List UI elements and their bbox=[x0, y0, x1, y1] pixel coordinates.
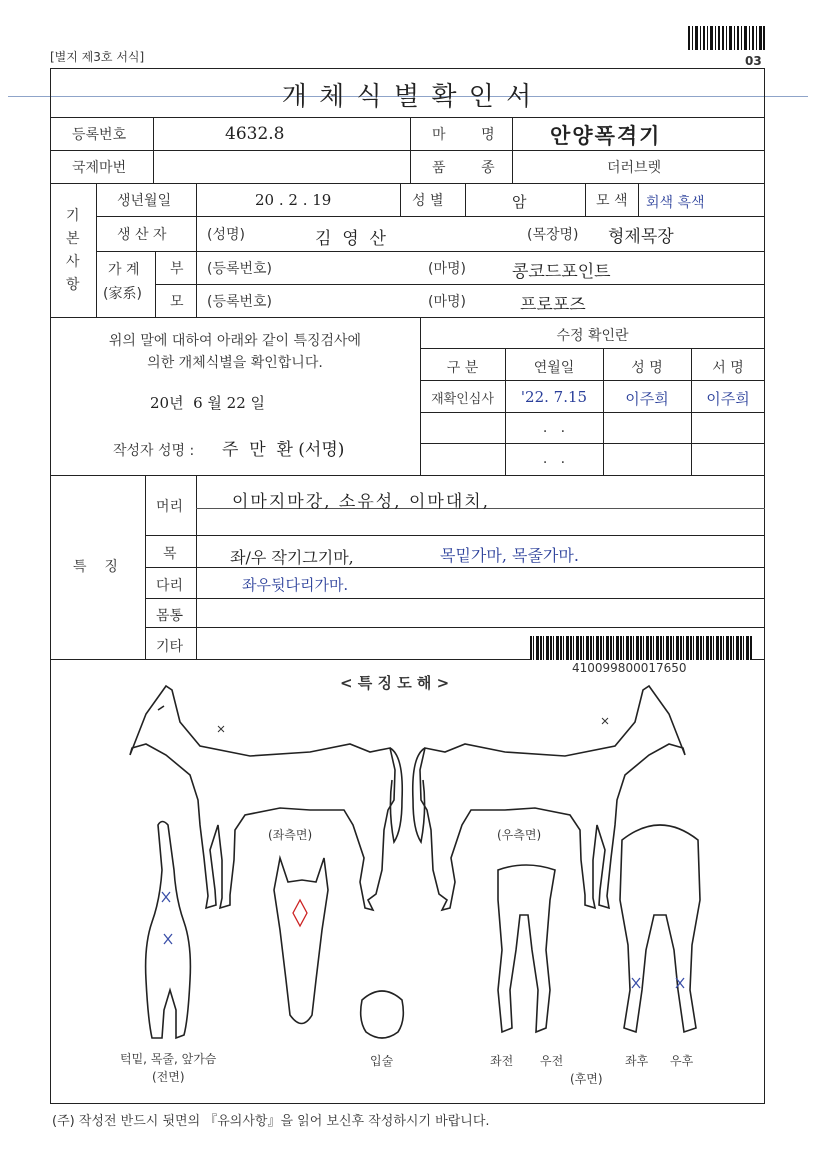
horse-left-side-figure bbox=[130, 686, 402, 910]
color-label: 모 색 bbox=[596, 193, 628, 209]
dam-reg-label: (등록번호) bbox=[207, 294, 273, 310]
left-hind-label: 좌후 bbox=[625, 1054, 649, 1068]
revision-header-type: 구 분 bbox=[446, 360, 479, 376]
confirm-line-2: 의한 개체식별을 확인합니다. bbox=[147, 355, 323, 371]
registration-label: 등록번호 bbox=[72, 127, 127, 143]
confirm-line-1: 위의 말에 대하여 아래와 같이 특징검사에 bbox=[108, 333, 362, 349]
muzzle-label: 입술 bbox=[370, 1054, 394, 1068]
basic-section-char-3: 사 bbox=[66, 254, 80, 270]
sex-label: 성 별 bbox=[412, 193, 444, 209]
pedigree-label-hanja: (家系) bbox=[103, 286, 142, 302]
sire-label: 부 bbox=[170, 261, 184, 277]
writer-label: 작성자 성명 : bbox=[113, 443, 195, 459]
body-label: 몸통 bbox=[156, 608, 184, 624]
ranch-name: 형제목장 bbox=[608, 227, 674, 247]
producer-name-label: (성명) bbox=[207, 227, 245, 243]
right-side-label: (우측면) bbox=[497, 828, 542, 842]
horse-forelegs-figure bbox=[498, 865, 555, 1032]
horse-name-value: 안양폭격기 bbox=[550, 123, 662, 148]
dam-name-label: (마명) bbox=[428, 294, 466, 310]
footnote: (주) 작성전 반드시 뒷면의 『유의사항』을 읽어 보신후 작성하시기 바랍니다. bbox=[52, 1114, 490, 1129]
sire-name: 콩코드포인트 bbox=[512, 262, 611, 282]
middle-barcode bbox=[530, 636, 752, 660]
etc-label: 기타 bbox=[156, 639, 184, 655]
revision-row-1-sign: 이주희 bbox=[706, 390, 750, 408]
head-value: 이마지마강, 소유성, 이마대치, bbox=[232, 492, 491, 512]
neck-label: 목 bbox=[163, 546, 177, 562]
page-code: 03 bbox=[745, 54, 762, 68]
left-side-label: (좌측면) bbox=[268, 828, 313, 842]
horse-hind-view-figure bbox=[620, 825, 700, 1032]
horse-diagram bbox=[50, 660, 765, 1100]
revision-header-name: 성 명 bbox=[631, 360, 663, 376]
revision-row-1-name: 이주희 bbox=[625, 390, 669, 408]
top-barcode bbox=[688, 26, 765, 50]
international-label: 국제마번 bbox=[72, 160, 127, 176]
features-label: 특 징 bbox=[73, 559, 118, 575]
neck-extra-value: 목밑가마, 목줄가마. bbox=[440, 546, 579, 565]
horse-front-view-figure bbox=[146, 822, 191, 1039]
form-label: [별지 제3호 서식] bbox=[50, 50, 145, 64]
diagram-title: < 특 징 도 해 > bbox=[340, 674, 450, 692]
breed-value: 더러브렛 bbox=[607, 160, 662, 176]
confirm-date: 20년 6 월 22 일 bbox=[150, 394, 266, 412]
color-value: 회색 흑색 bbox=[646, 195, 705, 211]
front-caption: 턱밑, 목줄, 앞가슴 bbox=[120, 1052, 217, 1066]
horse-name-label: 마 명 bbox=[432, 127, 495, 143]
basic-section-char-4: 항 bbox=[66, 277, 80, 293]
head-label: 머리 bbox=[156, 499, 184, 515]
horse-head-front-figure bbox=[274, 858, 328, 1024]
legs-value: 좌우뒷다리가마. bbox=[242, 576, 349, 594]
revision-row-2-date: . . bbox=[542, 420, 566, 436]
breed-label: 품 종 bbox=[432, 160, 495, 176]
registration-value: 4632.8 bbox=[225, 124, 285, 144]
revision-title: 수정 확인란 bbox=[556, 328, 629, 344]
left-fore-label: 좌전 bbox=[490, 1054, 514, 1068]
horse-muzzle-figure bbox=[361, 991, 404, 1038]
barcode-number: 410099800017650 bbox=[572, 661, 687, 675]
producer-name: 김 영 산 bbox=[315, 229, 386, 249]
revision-header-sign: 서 명 bbox=[712, 360, 744, 376]
revision-row-1-date: '22. 7.15 bbox=[520, 388, 588, 406]
right-fore-label: 우전 bbox=[540, 1054, 564, 1068]
front-label: (전면) bbox=[152, 1070, 185, 1084]
legs-label: 다리 bbox=[156, 578, 184, 594]
sex-value: 암 bbox=[512, 193, 527, 211]
dam-name: 프로포즈 bbox=[520, 295, 586, 315]
birth-label: 생년월일 bbox=[117, 193, 172, 209]
sire-reg-label: (등록번호) bbox=[207, 261, 273, 277]
sire-name-label: (마명) bbox=[428, 261, 466, 277]
producer-label: 생 산 자 bbox=[117, 227, 167, 243]
pedigree-label: 가 계 bbox=[108, 262, 140, 278]
right-hind-label: 우후 bbox=[670, 1054, 694, 1068]
horse-right-side-figure bbox=[413, 686, 685, 910]
dam-label: 모 bbox=[170, 294, 184, 310]
basic-section-char-1: 기 bbox=[66, 208, 80, 224]
rear-label: (후면) bbox=[570, 1072, 603, 1086]
birth-value: 20 . 2 . 19 bbox=[255, 191, 332, 209]
basic-section-char-2: 본 bbox=[66, 231, 80, 247]
revision-row-3-date: . . bbox=[542, 451, 566, 467]
form-title: 개 체 식 별 확 인 서 bbox=[281, 82, 534, 112]
revision-header-date: 연월일 bbox=[533, 360, 575, 376]
revision-row-1-type: 재확인심사 bbox=[431, 392, 494, 407]
neck-value: 좌/우 작기그기마, bbox=[230, 548, 354, 567]
ranch-label: (목장명) bbox=[527, 227, 579, 243]
writer-name: 주 만 환 (서명) bbox=[222, 440, 345, 460]
